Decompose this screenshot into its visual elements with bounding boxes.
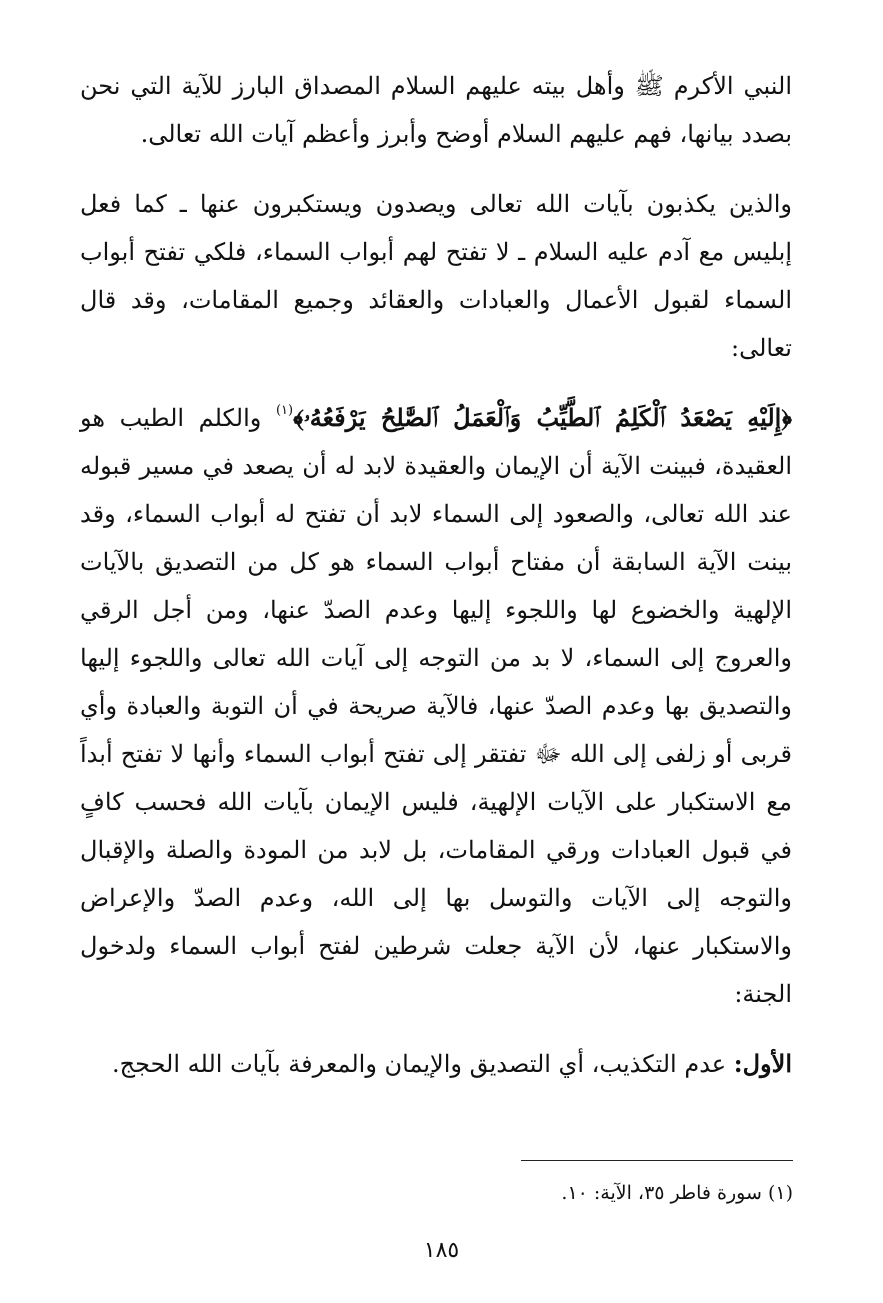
paragraph-4-lead: الأول: <box>733 1049 792 1078</box>
paragraph-2: والذين يكذبون بآيات الله تعالى ويصدون ويستكبرون عنها ـ كما فعل إبليس مع آدم عليه السلام ـ لا تفتح لهم أبواب السماء، فلكي تفتح أبواب السماء لقبول الأعمال والعبادات والعقائد وجميع المقامات، وقد قال تعالى: <box>80 190 792 362</box>
footnote-marker: (١) <box>275 403 294 418</box>
paragraph-3-text: والكلم الطيب هو العقيدة، فبينت الآية أن الإيمان والعقيدة لابد له أن يصعد في مسير قبوله عند الله تعالى، والصعود إلى السماء لابد أن تفتح له أبواب السماء، وقد بينت الآية السابقة أن مفتاح أبواب السماء هو كل من التصديق بالآيات الإلهية والخضوع لها واللجوء إليها وعدم الصدّ عنها، ومن أجل الرقي والعروج إلى السماء، لا بد من التوجه إلى آيات الله تعالى واللجوء إليها والتصديق بها وعدم الصدّ عنها، فالآية صريحة في أن التوبة والعبادة وأي قربى أو زلفى إلى الله ﷻ تفتقر إلى تفتح أبواب السماء وأنها لا تفتح أبداً مع الاستكبار على الآيات الإلهية، فليس الإيمان بآيات الله فحسب كافٍ في قبول العبادات ورقي المقامات، بل لابد من المودة والصلة والإقبال والتوجه إلى الآيات والتوسل بها إلى الله، وعدم الصدّ والإعراض والاستكبار عنها، لأن الآية جعلت شرطين لفتح أبواب السماء ولدخول الجنة: <box>80 404 792 1008</box>
paragraph-gap <box>80 158 792 180</box>
page-number: ١٨٥ <box>423 1238 460 1263</box>
page-body <box>80 62 792 1088</box>
paragraph-3 <box>80 394 792 1018</box>
paragraph-gap <box>80 372 792 394</box>
paragraph-1: النبي الأكرم ﷺ وأهل بيته عليهم السلام المصداق البارز للآية التي نحن بصدد بيانها، فهم عليهم السلام أوضح وأبرز وأعظم آيات الله تعالى. <box>80 72 792 148</box>
quran-verse: ﴿إِلَيْهِ يَصْعَدُ ٱلْكَلِمُ ٱلطَّيِّبُ وَٱلْعَمَلُ ٱلصَّٰلِحُ يَرْفَعُهُۥ﴾ <box>293 403 792 432</box>
paragraph-4-text: عدم التكذيب، أي التصديق والإيمان والمعرفة بآيات الله الحجج. <box>111 1050 734 1078</box>
footnote: (١) سورة فاطر ٣٥، الآية: ١٠. <box>561 1182 793 1204</box>
paragraph-gap <box>80 1018 792 1040</box>
footnote-divider <box>521 1160 793 1161</box>
paragraph-4 <box>80 1040 792 1088</box>
